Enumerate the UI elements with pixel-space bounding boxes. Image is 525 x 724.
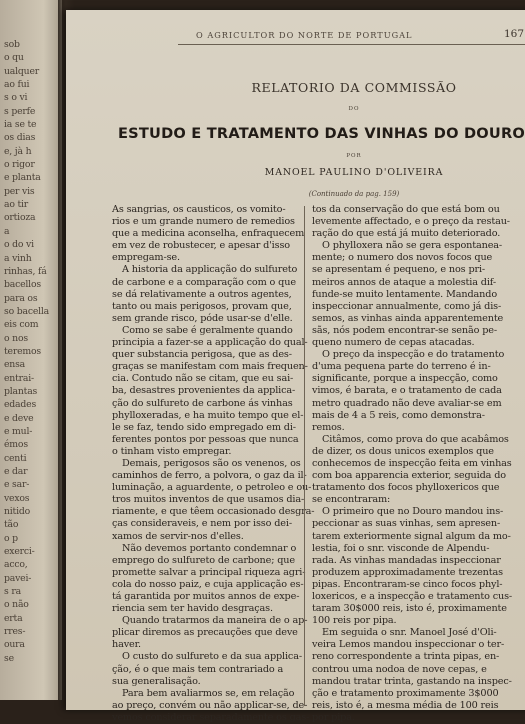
text-line: sob	[4, 39, 20, 50]
text-line: O primeiro que no Douro mandou ins-	[322, 506, 504, 518]
text-line: ção e tratamento proximamente 3$000	[312, 687, 499, 699]
text-line: vimos, é barata, e o tratamento de cada	[312, 385, 502, 397]
text-line: mais de 4 a 5 reis, como demonstra-	[312, 409, 485, 421]
text-line: a	[4, 225, 10, 237]
text-line: xamos de servir-nos d'elles.	[112, 530, 244, 542]
text-line: Em seguida o snr. Manoel José d'Oli-	[322, 627, 497, 639]
text-line: ças consideraveis, e nem por isso dei-	[112, 518, 292, 530]
text-line: plantas	[4, 385, 38, 397]
text-line: s ra	[4, 586, 21, 598]
text-line: o não	[4, 599, 29, 611]
text-line: teremos	[4, 345, 41, 357]
text-line: ao fui	[4, 79, 30, 91]
text-line: oura	[4, 639, 25, 651]
text-line: tratamento dos focos phylloxericos que	[312, 482, 500, 494]
text-line: ensa	[4, 359, 26, 371]
text-line: Quando tratarmos da maneira de o ap-	[122, 615, 308, 627]
text-line: centi	[4, 452, 27, 464]
text-line: A historia da applicação do sulfureto	[122, 264, 298, 276]
text-column-right	[312, 204, 512, 724]
text-line: em vez de robustecer, e apesar d'isso	[112, 240, 290, 252]
text-line: phylloxeradas, e ha muito tempo que el-	[112, 409, 304, 421]
text-line: quer substancia perigosa, que as des-	[112, 349, 292, 361]
text-line: Citâmos, como prova do que acabâmos	[322, 433, 509, 445]
text-line: riencia sem ter havido desgraças.	[112, 603, 273, 615]
text-line: ção do sulfureto de carbone ás vinhas	[112, 397, 293, 409]
text-line: tros muitos inventos de que usamos dia-	[112, 494, 305, 506]
text-line: sem grande risco, póde usar-se d'elle.	[112, 312, 293, 324]
text-line: por pipa.	[312, 711, 355, 723]
text-line: ferentes pontos por pessoas que nunca	[112, 433, 299, 445]
text-line: ualquer	[4, 65, 39, 77]
text-line: o tinham visto empregar.	[112, 445, 232, 457]
text-line: meiros annos de ataque a molestia dif-	[312, 276, 497, 288]
text-line: e dar	[4, 466, 28, 477]
text-line: s o vi	[4, 92, 28, 104]
text-line: tão	[4, 519, 19, 531]
running-head: O AGRICULTOR DO NORTE DE PORTUGAL	[196, 30, 413, 40]
text-line: per vis	[4, 185, 35, 197]
text-line: so bacella	[4, 305, 50, 317]
text-line: emprego do sulfureto de carbone; que	[112, 554, 295, 566]
text-line: se apresentam é pequeno, e nos pri-	[312, 264, 486, 276]
text-line: O preço da inspecção e do tratamento	[322, 349, 505, 361]
header-rule	[178, 44, 525, 45]
title-connector: DO	[348, 106, 360, 112]
text-line: metro quadrado não deve avaliar-se em	[312, 397, 502, 409]
text-line: principia a fazer-se a applicação do qual-	[112, 337, 308, 349]
text-line: se dá relativamente a outros agentes,	[112, 288, 292, 300]
text-line: reis, isto é, a mesma média de 100 reis	[312, 699, 499, 711]
text-line: rinhas, fá	[4, 265, 47, 277]
text-line: e, jà h	[4, 145, 32, 157]
text-line: sua generalisação.	[112, 675, 201, 687]
facing-page-edge	[0, 0, 62, 700]
text-line: pavei-	[4, 572, 32, 584]
text-line: rres-	[4, 626, 26, 638]
text-line: ba, desastres provenientes da applica-	[112, 385, 296, 397]
text-line: se	[4, 652, 14, 664]
text-line: pipas. Encontraram-se cinco focos phyl-	[312, 578, 503, 590]
text-line: ração do que está já muito deteriorado.	[312, 228, 501, 240]
text-line: ortioza	[4, 212, 36, 224]
text-line: acco,	[4, 559, 28, 571]
text-line: entrai-	[4, 372, 34, 384]
text-line: os dias	[4, 132, 36, 144]
text-line: o nos	[4, 332, 28, 344]
text-line: o qu	[4, 52, 24, 64]
text-line: para os	[4, 292, 38, 304]
text-line: caminhos de ferro, a polvora, o gaz da il-	[112, 470, 307, 482]
text-line: luminação, a aguardente, o petroleo e ou-	[112, 482, 312, 494]
column-divider	[304, 206, 305, 706]
text-line: conhecemos de inspecção feita em vinhas	[312, 457, 512, 469]
text-line: com boa apparencia exterior, seguida do	[312, 470, 506, 482]
text-line: taram 30$000 reis, isto é, proximamente	[312, 603, 507, 615]
text-line: Para bem avaliarmos se, em relação	[122, 687, 295, 699]
text-line: o do vi	[4, 239, 34, 251]
text-line: tarem exteriormente signal algum da mo-	[312, 530, 511, 542]
text-line: cia. Contudo não se citam, que eu sai-	[112, 373, 294, 385]
text-line: queno numero de cepas atacadas.	[312, 337, 475, 349]
text-line: vemos considerar separadamente os gas-	[112, 711, 310, 723]
text-line: rada. As vinhas mandadas inspeccionar	[312, 554, 501, 566]
text-line: se encontraram:	[312, 494, 391, 506]
text-line: veira Lemos mandou inspeccionar o ter-	[312, 639, 505, 651]
text-line: o rigor	[4, 159, 35, 171]
text-line: le se faz, tendo sido empregado em di-	[112, 421, 296, 433]
facing-page-text	[4, 38, 62, 665]
text-line: haver.	[112, 639, 141, 651]
text-line: promette salvar a principal riqueza agri-	[112, 566, 306, 578]
text-line: ao preço, convém ou não applicar-se, de-	[112, 699, 308, 711]
text-line: erta	[4, 612, 23, 624]
text-line: nitido	[4, 506, 31, 518]
text-line: Demais, perigosos são os venenos, os	[122, 457, 301, 469]
text-line: levemente affectado, e o preço da restau-	[312, 216, 510, 228]
text-line: ia se te	[4, 119, 37, 131]
text-line: mente; o numero dos novos focos que	[312, 252, 493, 264]
text-line: peccionar as suas vinhas, sem apresen-	[312, 518, 501, 530]
text-line: controu uma nodoa de nove cepas, e	[312, 663, 487, 675]
text-line: de dizer, os dous unicos exemplos que	[312, 445, 494, 457]
text-line: O custo do sulfureto e da sua applica-	[122, 651, 302, 663]
report-subtitle: ESTUDO E TRATAMENTO DAS VINHAS DO DOURO	[118, 125, 525, 142]
text-line: d'uma pequena parte do terreno é in-	[312, 361, 491, 373]
text-line: tos da conservação do que está bom ou	[312, 204, 500, 215]
text-line: significante, porque a inspecção, como	[312, 373, 498, 385]
author-name: MANOEL PAULINO D'OLIVEIRA	[264, 167, 444, 178]
byline-label: POR	[346, 153, 362, 159]
text-line: riamente, e que têem occasionado desgra-	[112, 506, 315, 518]
text-line: e sar-	[4, 479, 30, 491]
text-line: bacellos	[4, 279, 41, 291]
text-line: de carbone e a comparação com o que	[112, 276, 296, 288]
text-line: O phylloxera não se gera espontanea-	[322, 240, 503, 252]
page-number: 167	[504, 28, 525, 40]
text-line: lestia, foi o snr. visconde de Alpendu-	[312, 542, 490, 554]
text-line: inspeccionar annualmente, como já dis-	[312, 300, 502, 312]
text-line: o p	[4, 532, 18, 544]
text-line: loxericos, e a inspecção e tratamento cus-	[312, 591, 513, 602]
text-line: funde-se muito lentamente. Mandando	[312, 288, 497, 300]
text-line: vexos	[4, 492, 30, 504]
text-line: empregam-se.	[112, 252, 180, 264]
text-line: a vinh	[4, 252, 32, 264]
text-line: sãs, nós podem encontrar-se senão pe-	[312, 324, 497, 336]
text-line: ao tir	[4, 199, 29, 211]
text-line: exerci-	[4, 546, 35, 558]
text-line: reno correspondente a trinta pipas, en-	[312, 651, 500, 663]
text-line: eis com	[4, 319, 39, 331]
text-line: Não devemos portanto condemnar o	[122, 542, 297, 554]
text-line: tanto ou mais perigosos, provam que,	[112, 300, 292, 312]
text-line: e deve	[4, 412, 34, 424]
text-line: edades	[4, 399, 37, 411]
text-line: graças se manifestam com mais frequen-	[112, 361, 308, 373]
text-line: 100 reis por pipa.	[312, 615, 397, 627]
document-page	[66, 10, 525, 723]
text-column-left	[112, 204, 315, 724]
text-line: mandou tratar trinta, gastando na inspec-	[312, 675, 512, 687]
continuation-note: (Continuado da pag. 159)	[308, 190, 400, 198]
text-line: produzem approximadamente trezentas	[312, 566, 503, 578]
text-line: émos	[4, 439, 28, 451]
text-line: cola do nosso paiz, e cuja applicação es-	[112, 578, 304, 590]
text-line: semos, as vinhas ainda apparentemente	[312, 312, 504, 324]
text-line: ção, é o que mais tem contrariado a	[112, 663, 284, 675]
text-line: que a medicina aconselha, enfraquecem	[112, 228, 305, 240]
report-title: RELATORIO DA COMMISSÃO	[251, 80, 457, 95]
text-line: e mul-	[4, 425, 33, 437]
text-line: e planta	[4, 172, 41, 184]
text-line: rios e um grande numero de remedios	[112, 216, 295, 228]
text-line: remos.	[312, 421, 345, 433]
text-line: As sangrias, os causticos, os vomito-	[112, 204, 286, 215]
text-line: tá garantida por muitos annos de expe-	[112, 591, 300, 602]
text-line: s perfe	[4, 105, 36, 117]
text-line: Como se sabe é geralmente quando	[122, 324, 293, 336]
text-line: plicar diremos as precauções que deve	[112, 627, 298, 639]
